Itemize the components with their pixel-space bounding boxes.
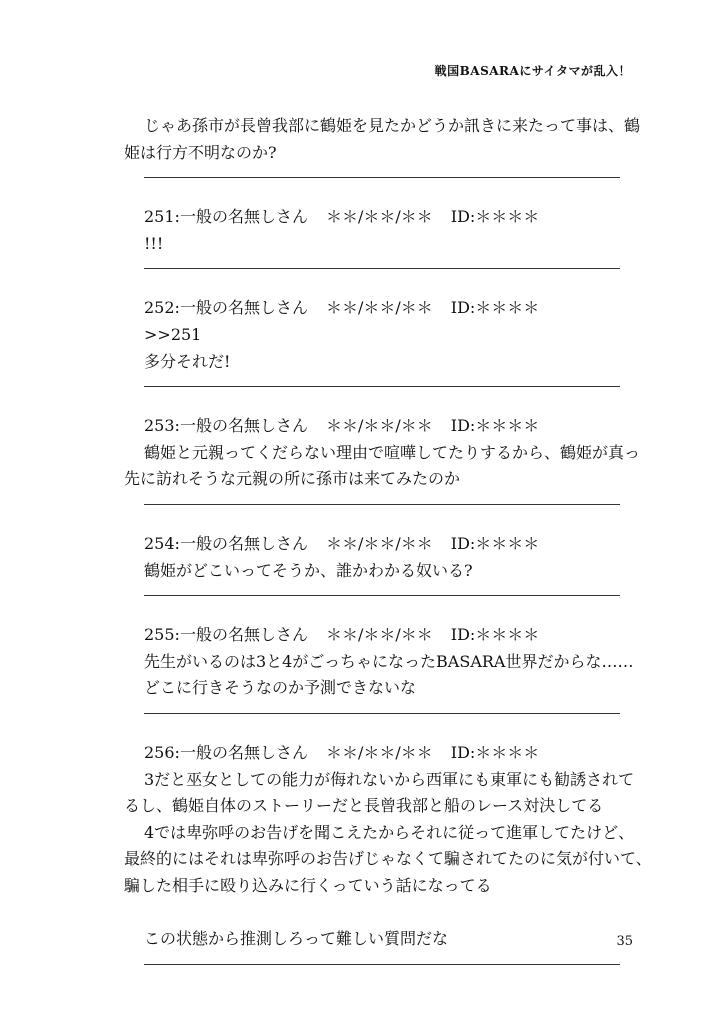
- poster-name: 一般の名無しさん: [179, 742, 308, 762]
- post-line: どこに行きそうなのか予測できないな: [144, 678, 417, 698]
- post-header: [124, 740, 654, 767]
- thread-body: [124, 113, 654, 991]
- poster-name: 一般の名無しさん: [179, 416, 308, 436]
- post-line: 3だと巫女としての能力が侮れないから西軍にも東軍にも勧誘されて: [144, 769, 635, 789]
- post-line: 最終的にはそれは卑弥呼のお告げじゃなくて騙されてたのに気が付いて、: [124, 849, 652, 869]
- post-line: 鶴姫がどこいってそうか、誰かわかる奴いる?: [144, 560, 473, 580]
- running-header: 戦国BASARAにサイタマが乱入！: [434, 64, 631, 78]
- intro-line: 姫は行方不明なのか?: [124, 142, 277, 162]
- post-line: 4では卑弥呼のお告げを聞こえたからそれに従って進軍してたけど、: [144, 822, 635, 842]
- post-header: [124, 622, 654, 649]
- page-number: 35: [616, 934, 633, 949]
- divider: [144, 386, 620, 387]
- post-id: ID:＊＊＊＊: [450, 416, 540, 436]
- poster-name: 一般の名無しさん: [179, 625, 308, 645]
- post-id: ID:＊＊＊＊: [450, 625, 540, 645]
- post-date: ＊＊/＊＊/＊＊: [325, 533, 433, 553]
- post-number: 256:: [144, 742, 180, 762]
- divider: [144, 268, 620, 269]
- reply-anchor: >>251: [144, 324, 202, 344]
- post-number: 253:: [144, 416, 180, 436]
- poster-name: 一般の名無しさん: [179, 533, 308, 553]
- post-number: 252:: [144, 298, 180, 318]
- post-line: 先生がいるのは3と4がごっちゃになったBASARA世界だからな……: [144, 651, 634, 671]
- post-header: [124, 531, 654, 558]
- divider: [144, 713, 620, 714]
- poster-name: 一般の名無しさん: [179, 298, 308, 318]
- post-id: ID:＊＊＊＊: [450, 742, 540, 762]
- post-date: ＊＊/＊＊/＊＊: [325, 298, 433, 318]
- post-line: 騙した相手に殴り込みに行くっていう話になってる: [124, 875, 492, 895]
- divider: [144, 504, 620, 505]
- poster-name: 一般の名無しさん: [179, 207, 308, 227]
- post-header: [124, 204, 654, 231]
- post-line: !!!: [144, 233, 164, 253]
- post-date: ＊＊/＊＊/＊＊: [325, 207, 433, 227]
- post-id: ID:＊＊＊＊: [450, 533, 540, 553]
- intro-line: じゃあ孫市が長曾我部に鶴姫を見たかどうか訊きに来たって事は、鶴: [144, 116, 641, 135]
- divider: [144, 595, 620, 596]
- post-date: ＊＊/＊＊/＊＊: [325, 742, 433, 762]
- post-number: 251:: [144, 207, 180, 227]
- post-number: 255:: [144, 625, 180, 645]
- post-line: 鶴姫と元親ってくだらない理由で喧嘩してたりするから、鶴姫が真っ: [144, 442, 641, 462]
- post-line: 多分それだ!: [144, 351, 231, 371]
- post-line: るし、鶴姫自体のストーリーだと長曾我部と船のレース対決してる: [124, 796, 604, 816]
- post-number: 254:: [144, 533, 180, 553]
- post-id: ID:＊＊＊＊: [450, 298, 540, 318]
- post-line: 先に訪れそうな元親の所に孫市は来てみたのか: [124, 469, 461, 489]
- post-line: この状態から推測しろって難しい質問だな: [144, 929, 449, 949]
- blank-line: [124, 899, 654, 926]
- divider: [144, 177, 620, 178]
- post-header: [124, 295, 654, 322]
- post-header: [124, 413, 654, 440]
- divider: [144, 964, 620, 965]
- post-date: ＊＊/＊＊/＊＊: [325, 416, 433, 436]
- post-id: ID:＊＊＊＊: [450, 207, 540, 227]
- post-date: ＊＊/＊＊/＊＊: [325, 625, 433, 645]
